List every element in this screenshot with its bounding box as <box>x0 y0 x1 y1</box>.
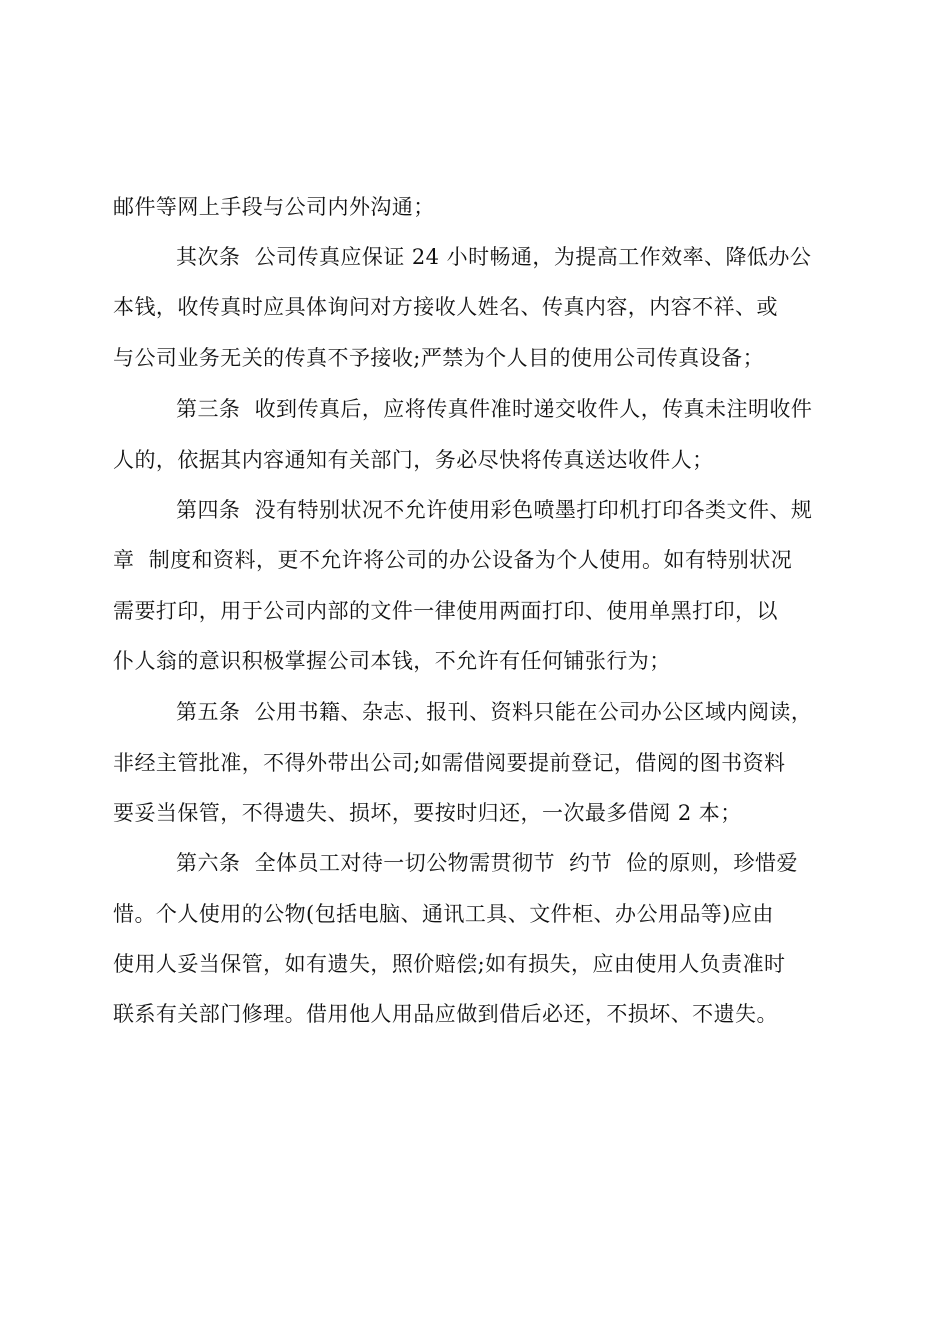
text-line: 非经主管批准，不得外带出公司;如需借阅要提前登记，借阅的图书资料 <box>113 751 786 775</box>
text-line: 联系有关部门修理。借用他人用品应做到借后必还，不损坏、不遗失。 <box>113 1002 778 1026</box>
text-line: 使用人妥当保管，如有遗失，照价赔偿;如有损失，应由使用人负责准时 <box>113 952 786 976</box>
text-line: 第六条 全体员工对待一切公物需贯彻节 约节 俭的原则，珍惜爱 <box>176 851 798 875</box>
text-line: 邮件等网上手段与公司内外沟通； <box>113 195 435 219</box>
text-line: 人的，依据其内容通知有关部门，务必尽快将传真送达收件人； <box>113 448 714 472</box>
text-line: 需要打印，用于公司内部的文件一律使用两面打印、使用单黑打印，以 <box>113 599 778 623</box>
text-line: 仆人翁的意识积极掌握公司本钱，不允许有任何铺张行为； <box>113 649 671 673</box>
text-line: 惜。个人使用的公物(包括电脑、通讯工具、文件柜、办公用品等)应由 <box>113 902 774 926</box>
text-line: 第五条 公用书籍、杂志、报刊、资料只能在公司办公区域内阅读， <box>176 700 813 724</box>
text-line: 要妥当保管，不得遗失、损坏，要按时归还，一次最多借阅 2 本； <box>113 801 742 825</box>
text-line: 第三条 收到传真后，应将传真件准时递交收件人，传真未注明收件 <box>176 397 813 421</box>
text-line: 第四条 没有特别状况不允许使用彩色喷墨打印机打印各类文件、规 <box>176 498 813 522</box>
text-line: 其次条 公司传真应保证 24 小时畅通，为提高工作效率、降低办公 <box>176 245 812 269</box>
text-line: 与公司业务无关的传真不予接收;严禁为个人目的使用公司传真设备； <box>113 346 765 370</box>
text-line: 章 制度和资料，更不允许将公司的办公设备为个人使用。如有特别状况 <box>113 548 793 572</box>
text-line: 本钱，收传真时应具体询问对方接收人姓名、传真内容，内容不祥、或 <box>113 295 778 319</box>
